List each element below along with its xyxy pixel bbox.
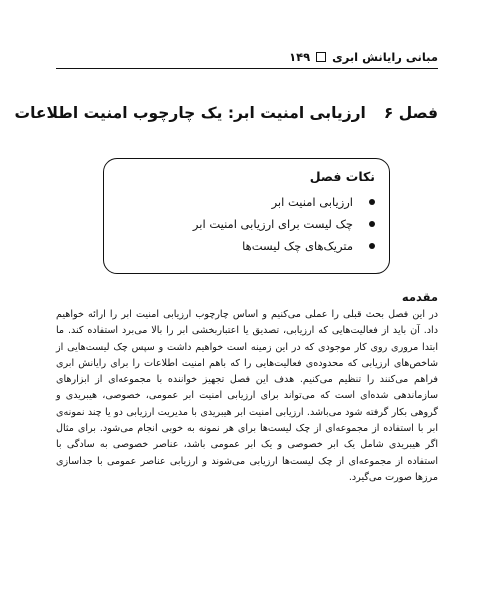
running-header xyxy=(56,48,438,66)
header-book-title: مبانی رایانش ابری xyxy=(332,50,438,64)
bullet-icon xyxy=(369,199,375,205)
list-item-label: متریک‌های چک لیست‌ها xyxy=(242,239,353,253)
header-rule xyxy=(56,68,438,69)
paragraph-text: در این فصل بحث قبلی را عملی می‌کنیم و اساس چارچوب ارزیابی امنیت ابر را ارائه خواهیم داد. آن باید از فعالیت‌هایی که ارزیابی، تصدیق یا اعتباربخشی ابر را بالا می‌برد استفاده کند. ما ابتدا مروری روی کار موجودی که در این زمینه است خواهیم داشت و سپس چک لیست‌هایی از شاخص‌های ارزیابی که محدوده‌ی فعالیت‌هایی را که باهم امنیت اطلاعات را برای رایانش ابری فراهم می‌کنند را تنظیم می‌کنیم. هدف این فصل تجهیز خواننده با مجموعه‌ای از ابزارهای سازماندهی شده‌ای است که می‌تواند برای ارزیابی امنیت ابر عمومی، خصوصی، هیبریدی و گروهی بکار گرفته شود می‌باشد. ارزیابی امنیت ابر هیبریدی با مدیریت ارزیابی دو یا چند نمونه‌ی ابر با استفاده از مجموعه‌ای از چک لیست‌ها برای هر نمونه به خوبی انجام می‌شود. برای مثال اگر هیبریدی شامل یک ابر خصوصی و یک ابر عمومی باشد، عناصر خصوصی به سادگی با استفاده از مجموعه‌ای از چک لیست‌ها ارزیابی می‌شوند و ارزیابی عناصر عمومی با جداسازی مرزها صورت می‌گیرد. xyxy=(56,309,438,483)
list-item xyxy=(193,235,375,257)
header-page-number: ۱۴۹ xyxy=(289,50,311,64)
intro-paragraph xyxy=(56,307,438,486)
key-points-title: نکات فصل xyxy=(309,169,375,184)
chapter-number: فصل ۶ xyxy=(383,104,438,122)
list-item xyxy=(193,191,375,213)
chapter-heading xyxy=(14,104,438,130)
list-item xyxy=(193,213,375,235)
key-points-list xyxy=(193,191,375,257)
bullet-icon xyxy=(369,243,375,249)
chapter-title: ارزیابی امنیت ابر: یک چارچوب امنیت اطلاعات xyxy=(14,104,366,122)
list-item-label: چک لیست برای ارزیابی امنیت ابر xyxy=(192,217,353,231)
bullet-icon xyxy=(369,221,375,227)
list-item-label: ارزیابی امنیت ابر xyxy=(271,195,353,209)
square-icon xyxy=(316,52,326,62)
intro-heading: مقدمه xyxy=(401,290,438,304)
key-points-box xyxy=(103,158,390,274)
